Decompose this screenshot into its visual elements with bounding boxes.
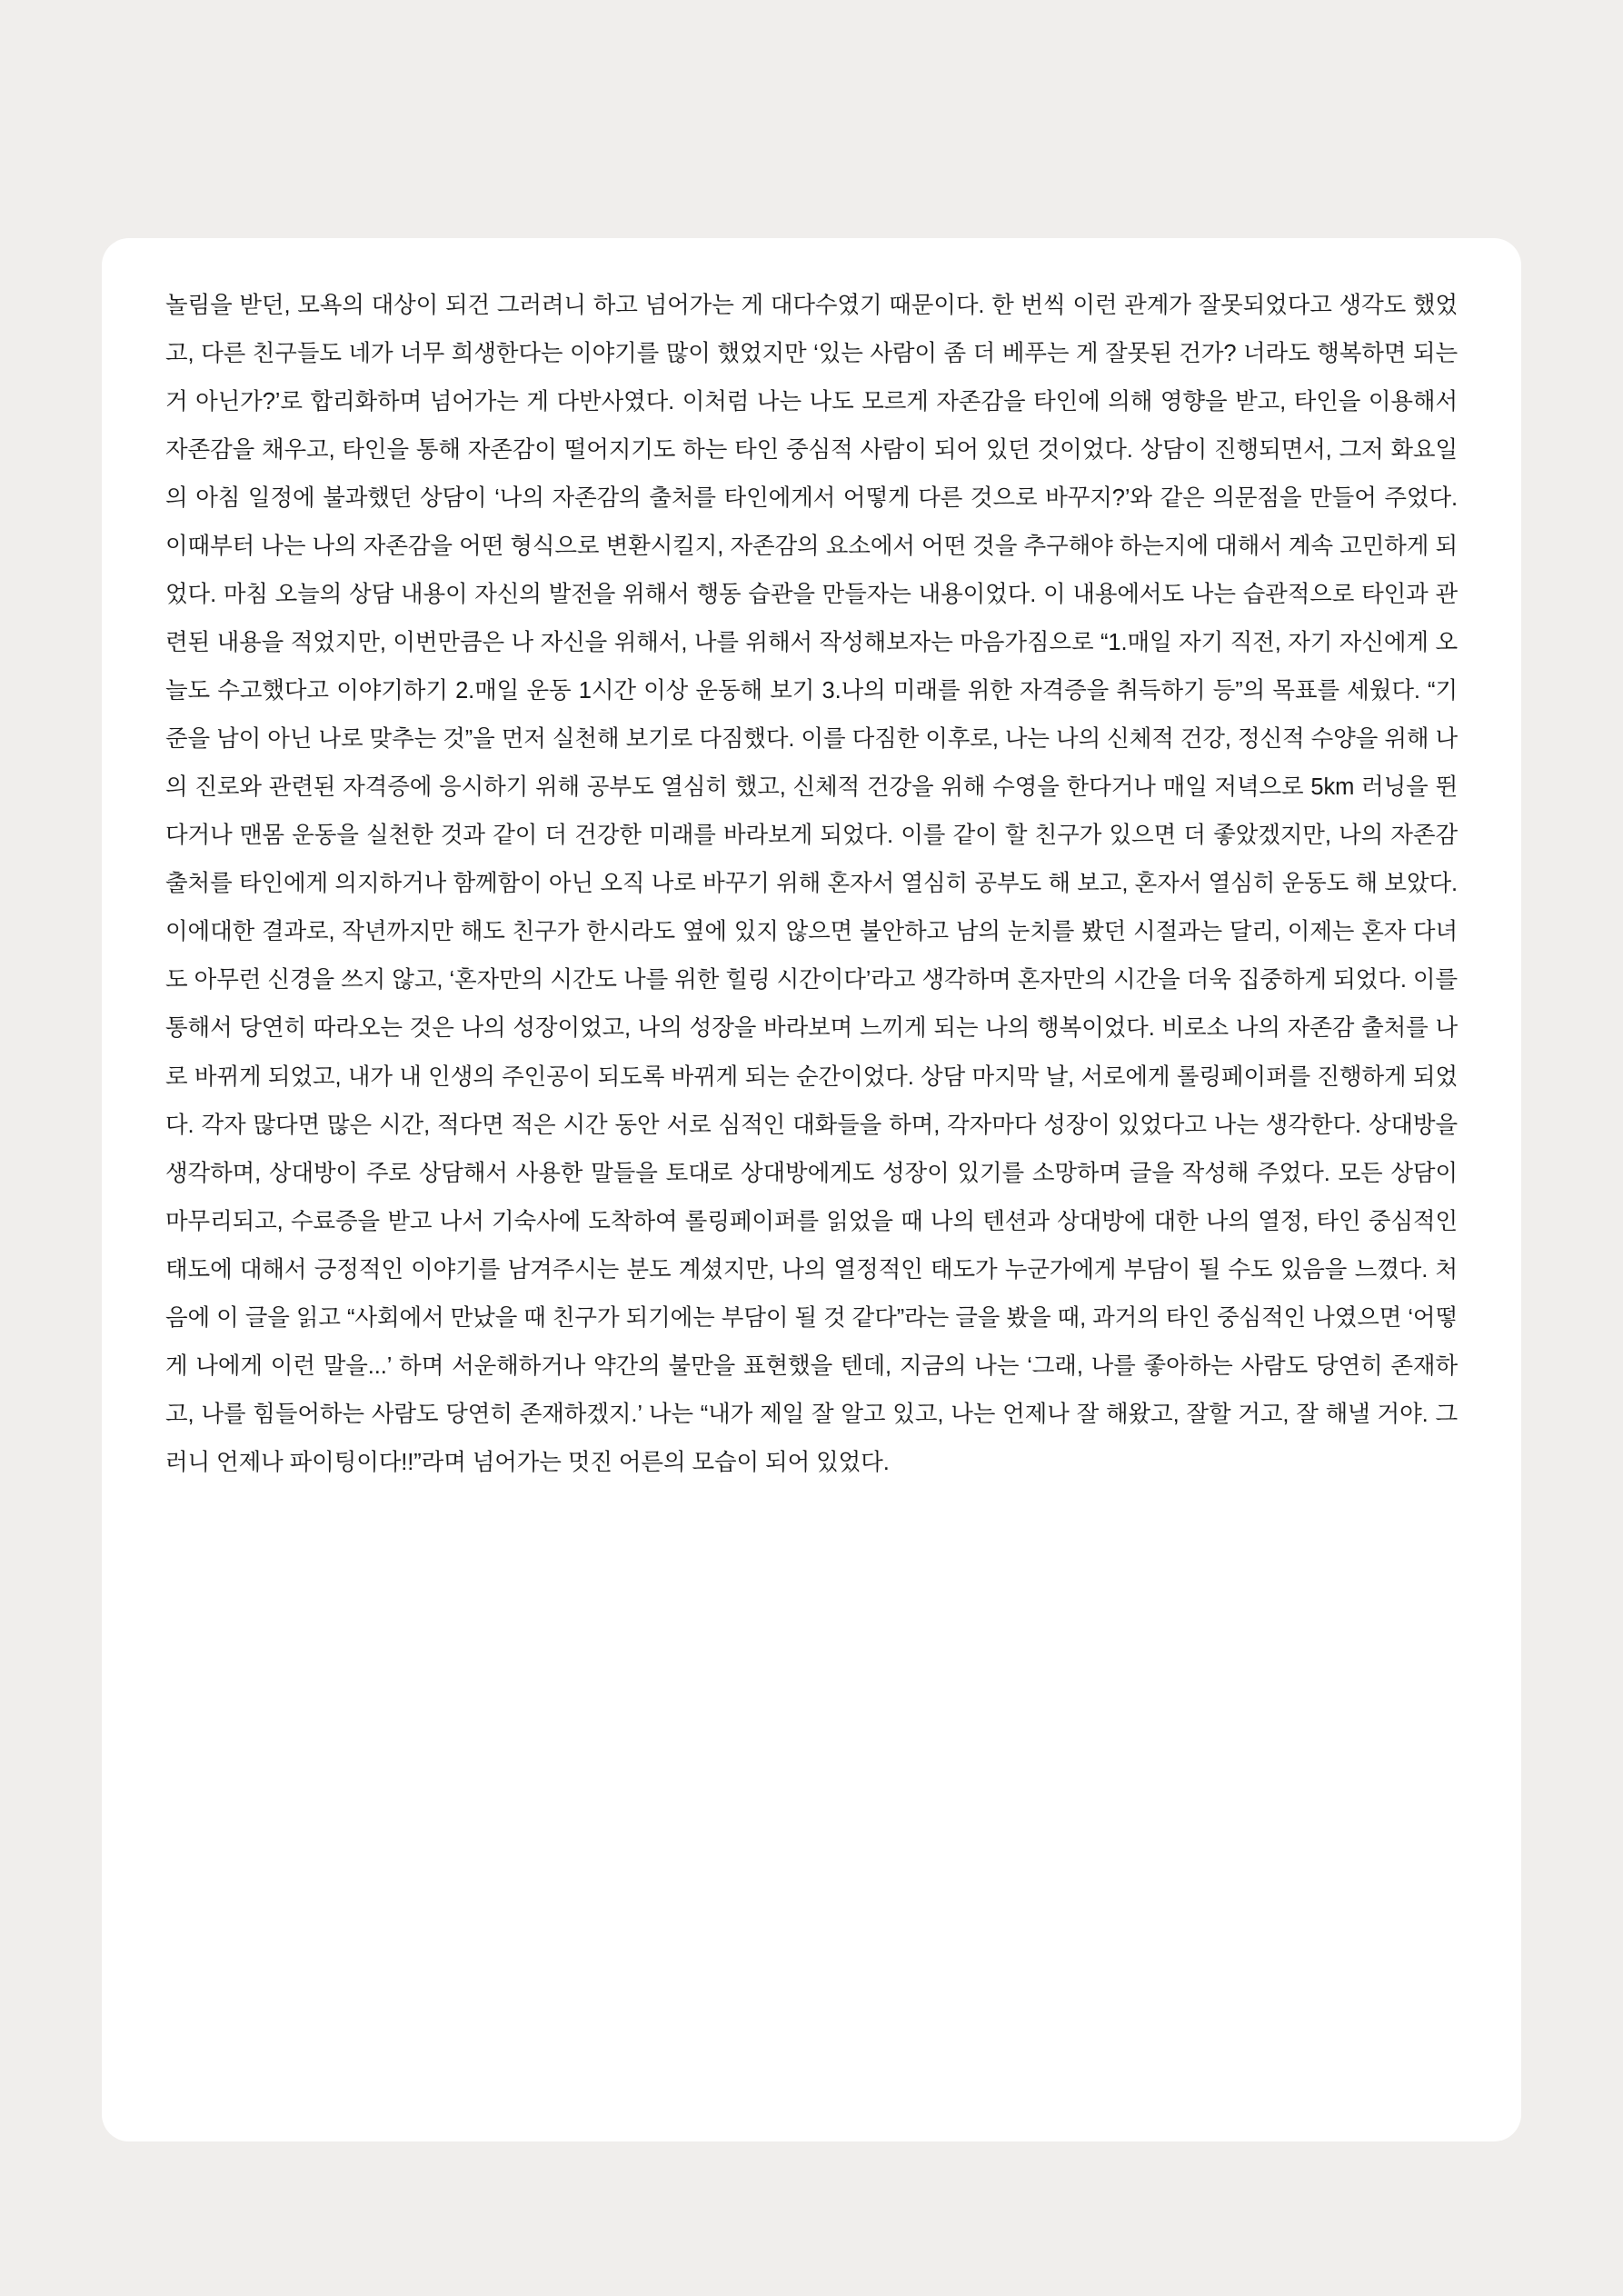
document-sheet: [102, 238, 1521, 2141]
document-body-text: 놀림을 받던, 모욕의 대상이 되건 그러려니 하고 넘어가는 게 대다수였기 때문이다. 한 번씩 이런 관계가 잘못되었다고 생각도 했었고, 다른 친구들도 네가 너무 희생한다는 이야기를 많이 했었지만 ‘있는 사람이 좀 더 베푸는 게 잘못된 건가? 너라도 행복하면 되는 거 아닌가?’로 합리화하며 넘어가는 게 다반사였다. 이처럼 나는 나도 모르게 자존감을 타인에 의해 영향을 받고, 타인을 이용해서 자존감을 채우고, 타인을 통해 자존감이 떨어지기도 하는 타인 중심적 사람이 되어 있던 것이었다. 상담이 진행되면서, 그저 화요일의 아침 일정에 불과했던 상담이 ‘나의 자존감의 출처를 타인에게서 어떻게 다른 것으로 바꾸지?’와 같은 의문점을 만들어 주었다. 이때부터 나는 나의 자존감을 어떤 형식으로 변환시킬지, 자존감의 요소에서 어떤 것을 추구해야 하는지에 대해서 계속 고민하게 되었다. 마침 오늘의 상담 내용이 자신의 발전을 위해서 행동 습관을 만들자는 내용이었다. 이 내용에서도 나는 습관적으로 타인과 관련된 내용을 적었지만, 이번만큼은 나 자신을 위해서, 나를 위해서 작성해보자는 마음가짐으로 “1.매일 자기 직전, 자기 자신에게 오늘도 수고했다고 이야기하기 2.매일 운동 1시간 이상 운동해 보기 3.나의 미래를 위한 자격증을 취득하기 등”의 목표를 세웠다. “기준을 남이 아닌 나로 맞추는 것”을 먼저 실천해 보기로 다짐했다. 이를 다짐한 이후로, 나는 나의 신체적 건강, 정신적 수양을 위해 나의 진로와 관련된 자격증에 응시하기 위해 공부도 열심히 했고, 신체적 건강을 위해 수영을 한다거나 매일 저녁으로 5km 러닝을 뛴다거나 맨몸 운동을 실천한 것과 같이 더 건강한 미래를 바라보게 되었다. 이를 같이 할 친구가 있으면 더 좋았겠지만, 나의 자존감 출처를 타인에게 의지하거나 함께함이 아닌 오직 나로 바꾸기 위해 혼자서 열심히 공부도 해 보고, 혼자서 열심히 운동도 해 보았다. 이에대한 결과로, 작년까지만 해도 친구가 한시라도 옆에 있지 않으면 불안하고 남의 눈치를 봤던 시절과는 달리, 이제는 혼자 다녀도 아무런 신경을 쓰지 않고, ‘혼자만의 시간도 나를 위한 힐링 시간이다’라고 생각하며 혼자만의 시간을 더욱 집중하게 되었다. 이를 통해서 당연히 따라오는 것은 나의 성장이었고, 나의 성장을 바라보며 느끼게 되는 나의 행복이었다. 비로소 나의 자존감 출처를 나로 바뀌게 되었고, 내가 내 인생의 주인공이 되도록 바뀌게 되는 순간이었다. 상담 마지막 날, 서로에게 롤링페이퍼를 진행하게 되었다. 각자 많다면 많은 시간, 적다면 적은 시간 동안 서로 심적인 대화들을 하며, 각자마다 성장이 있었다고 나는 생각한다. 상대방을 생각하며, 상대방이 주로 상담해서 사용한 말들을 토대로 상대방에게도 성장이 있기를 소망하며 글을 작성해 주었다. 모든 상담이 마무리되고, 수료증을 받고 나서 기숙사에 도착하여 롤링페이퍼를 읽었을 때 나의 텐션과 상대방에 대한 나의 열정, 타인 중심적인 태도에 대해서 긍정적인 이야기를 남겨주시는 분도 계셨지만, 나의 열정적인 태도가 누군가에게 부담이 될 수도 있음을 느꼈다. 처음에 이 글을 읽고 “사회에서 만났을 때 친구가 되기에는 부담이 될 것 같다”라는 글을 봤을 때, 과거의 타인 중심적인 나였으면 ‘어떻게 나에게 이런 말을...’ 하며 서운해하거나 약간의 불만을 표현했을 텐데, 지금의 나는 ‘그래, 나를 좋아하는 사람도 당연히 존재하고, 나를 힘들어하는 사람도 당연히 존재하겠지.’ 나는 “내가 제일 잘 알고 있고, 나는 언제나 잘 해왔고, 잘할 거고, 잘 해낼 거야. 그러니 언제나 파이팅이다!!”라며 넘어가는 멋진 어른의 모습이 되어 있었다.: [165, 293, 1464, 1475]
